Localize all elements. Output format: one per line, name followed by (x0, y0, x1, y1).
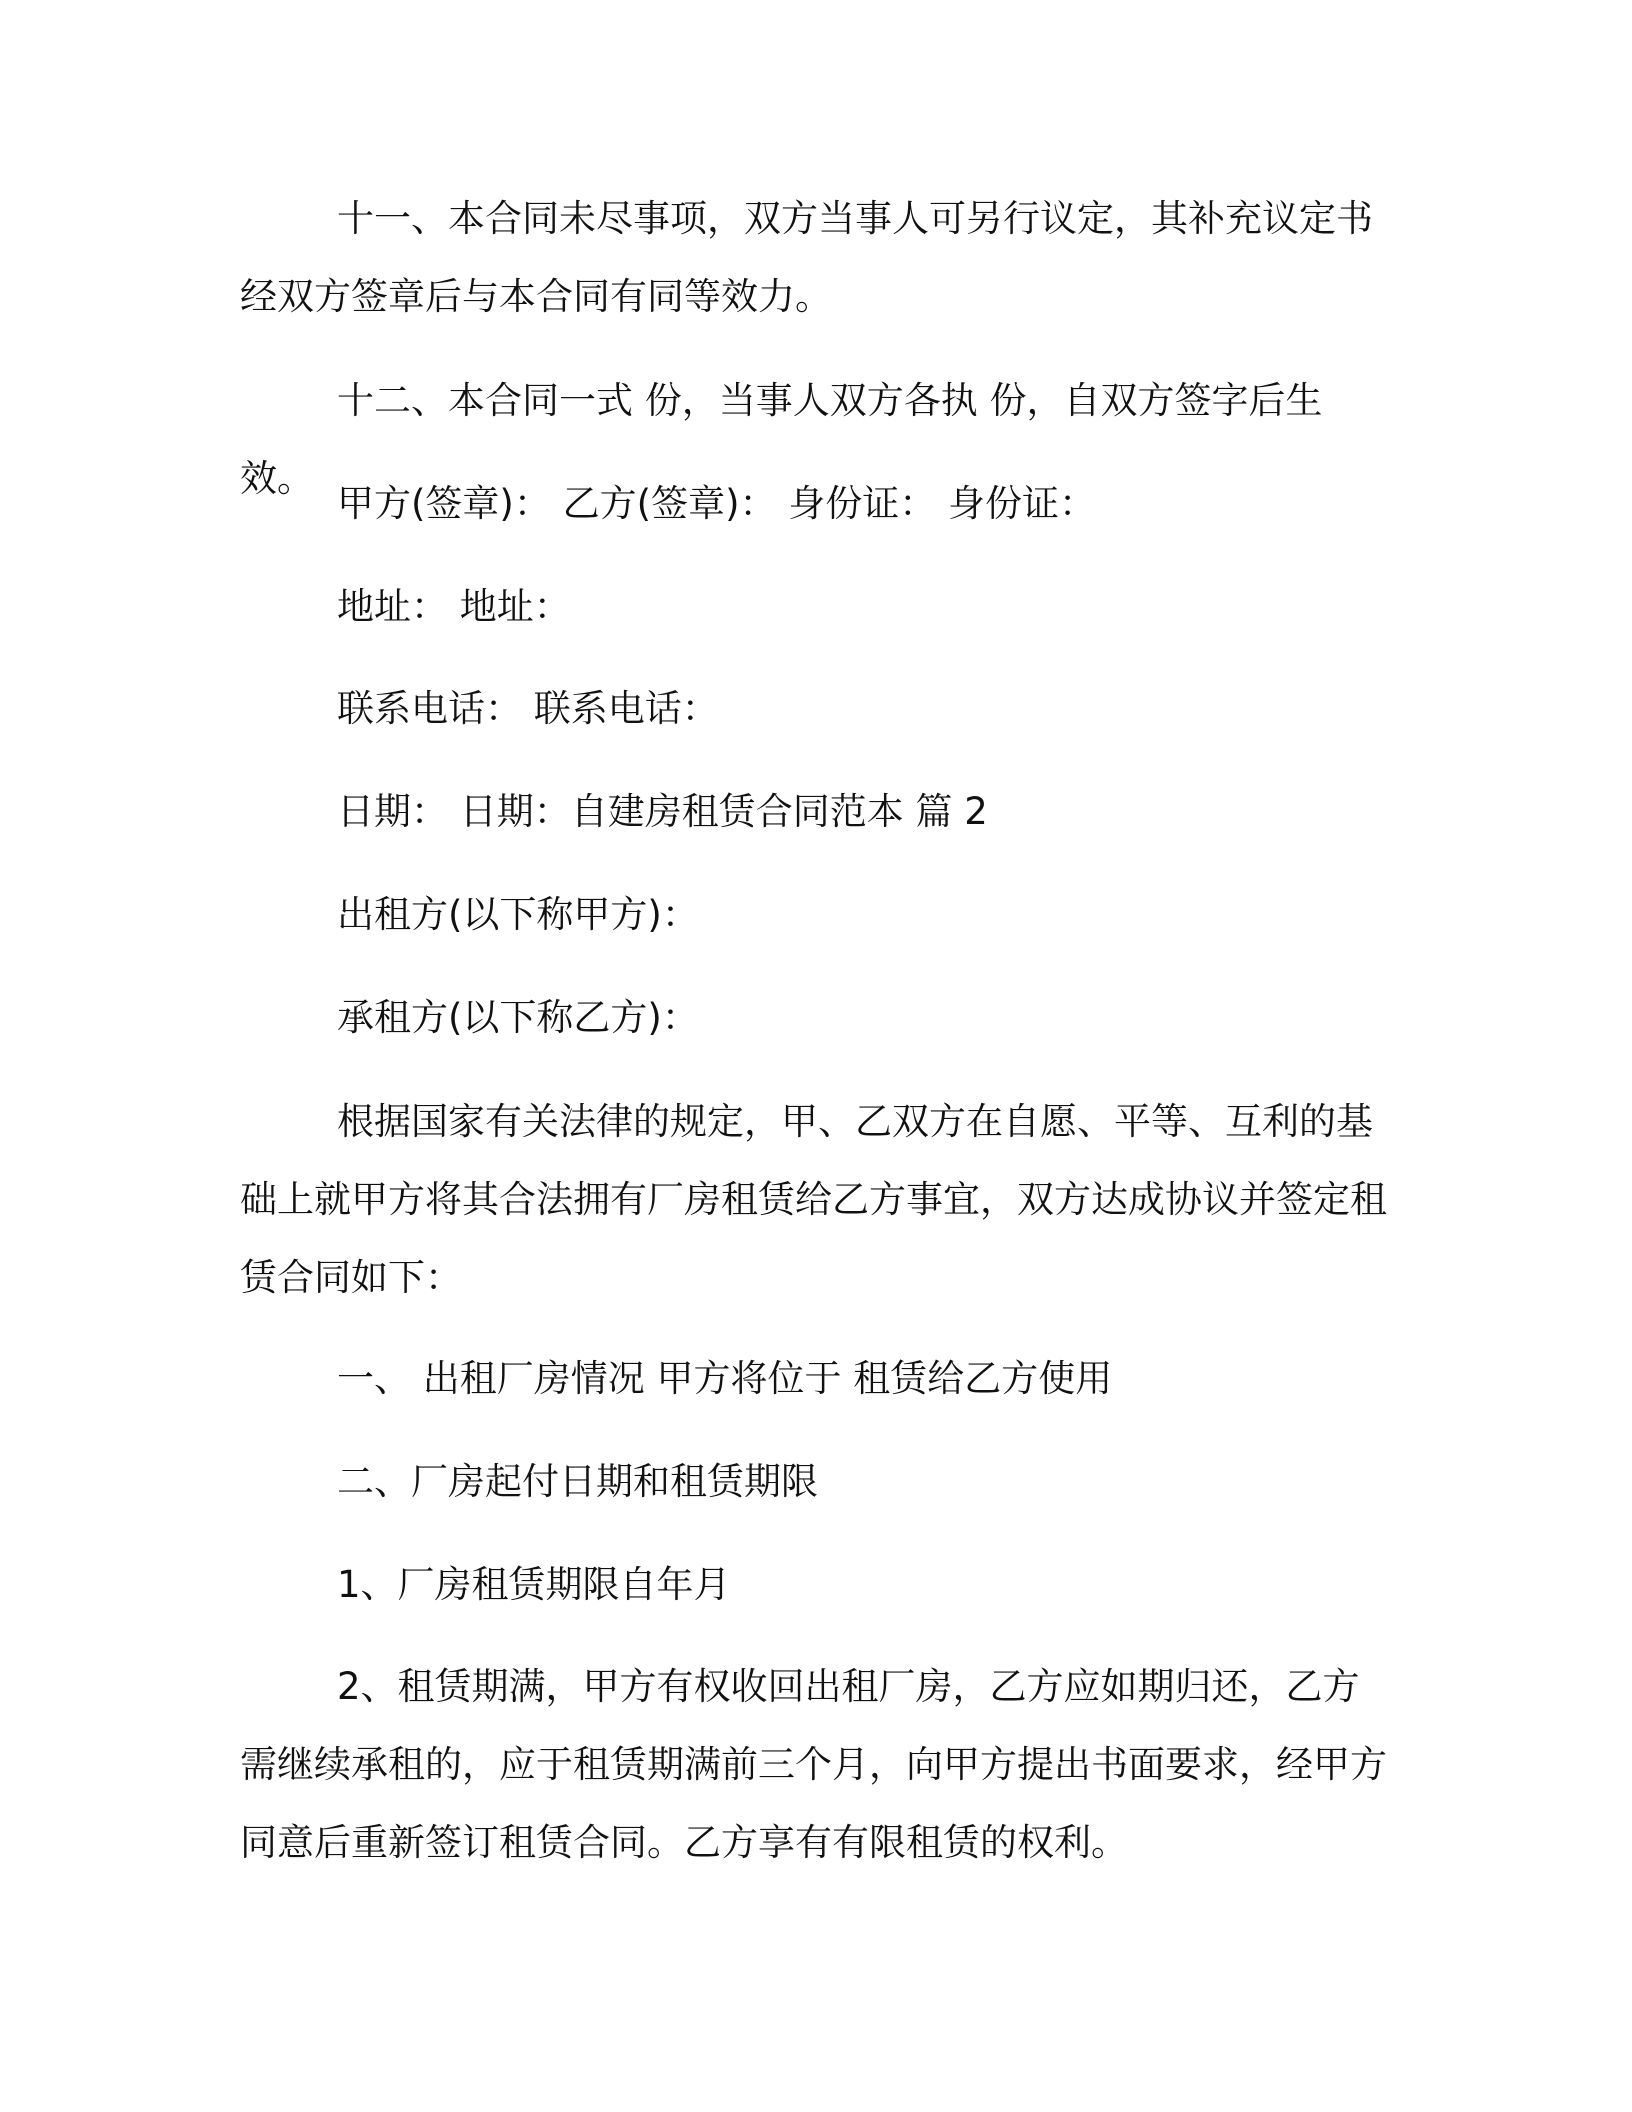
address-line: 地址： 地址： (337, 585, 571, 628)
date-title-line: 日期： 日期：自建房租赁合同范本 篇 2 (337, 790, 988, 833)
phone-line: 联系电话： 联系电话： (337, 687, 719, 730)
item-2-paragraph: 2、租赁期满，甲方有权收回出租厂房，乙方应如期归还，乙方需继续承租的，应于租赁期满前三个月，向甲方提出书面要求，经甲方同意后重新签订租赁合同。乙方享有有限租赁的权利。 (240, 1665, 1387, 1864)
preamble-paragraph: 根据国家有关法律的规定，甲、乙双方在自愿、平等、互利的基础上就甲方将其合法拥有厂房租赁给乙方事宜，双方达成协议并签定租赁合同如下： (240, 1100, 1387, 1299)
lessee-line: 承租方(以下称乙方)： (337, 996, 699, 1039)
item-1-paragraph: 1、厂房租赁期限自年月 (337, 1563, 731, 1606)
section-1-heading: 一、 出租厂房情况 甲方将位于 租赁给乙方使用 (337, 1357, 1113, 1400)
lessor-line: 出租方(以下称甲方)： (337, 893, 699, 936)
clause-12-paragraph: 十二、本合同一式 份，当事人双方各执 份，自双方签字后生效。 (240, 379, 1323, 500)
clause-11-paragraph: 十一、本合同未尽事项，双方当事人可另行议定，其补充议定书经双方签章后与本合同有同等效力。 (240, 197, 1373, 318)
section-2-heading: 二、厂房起付日期和租赁期限 (337, 1460, 818, 1503)
signature-line: 甲方(签章)： 乙方(签章)： 身份证： 身份证： (337, 482, 1097, 525)
